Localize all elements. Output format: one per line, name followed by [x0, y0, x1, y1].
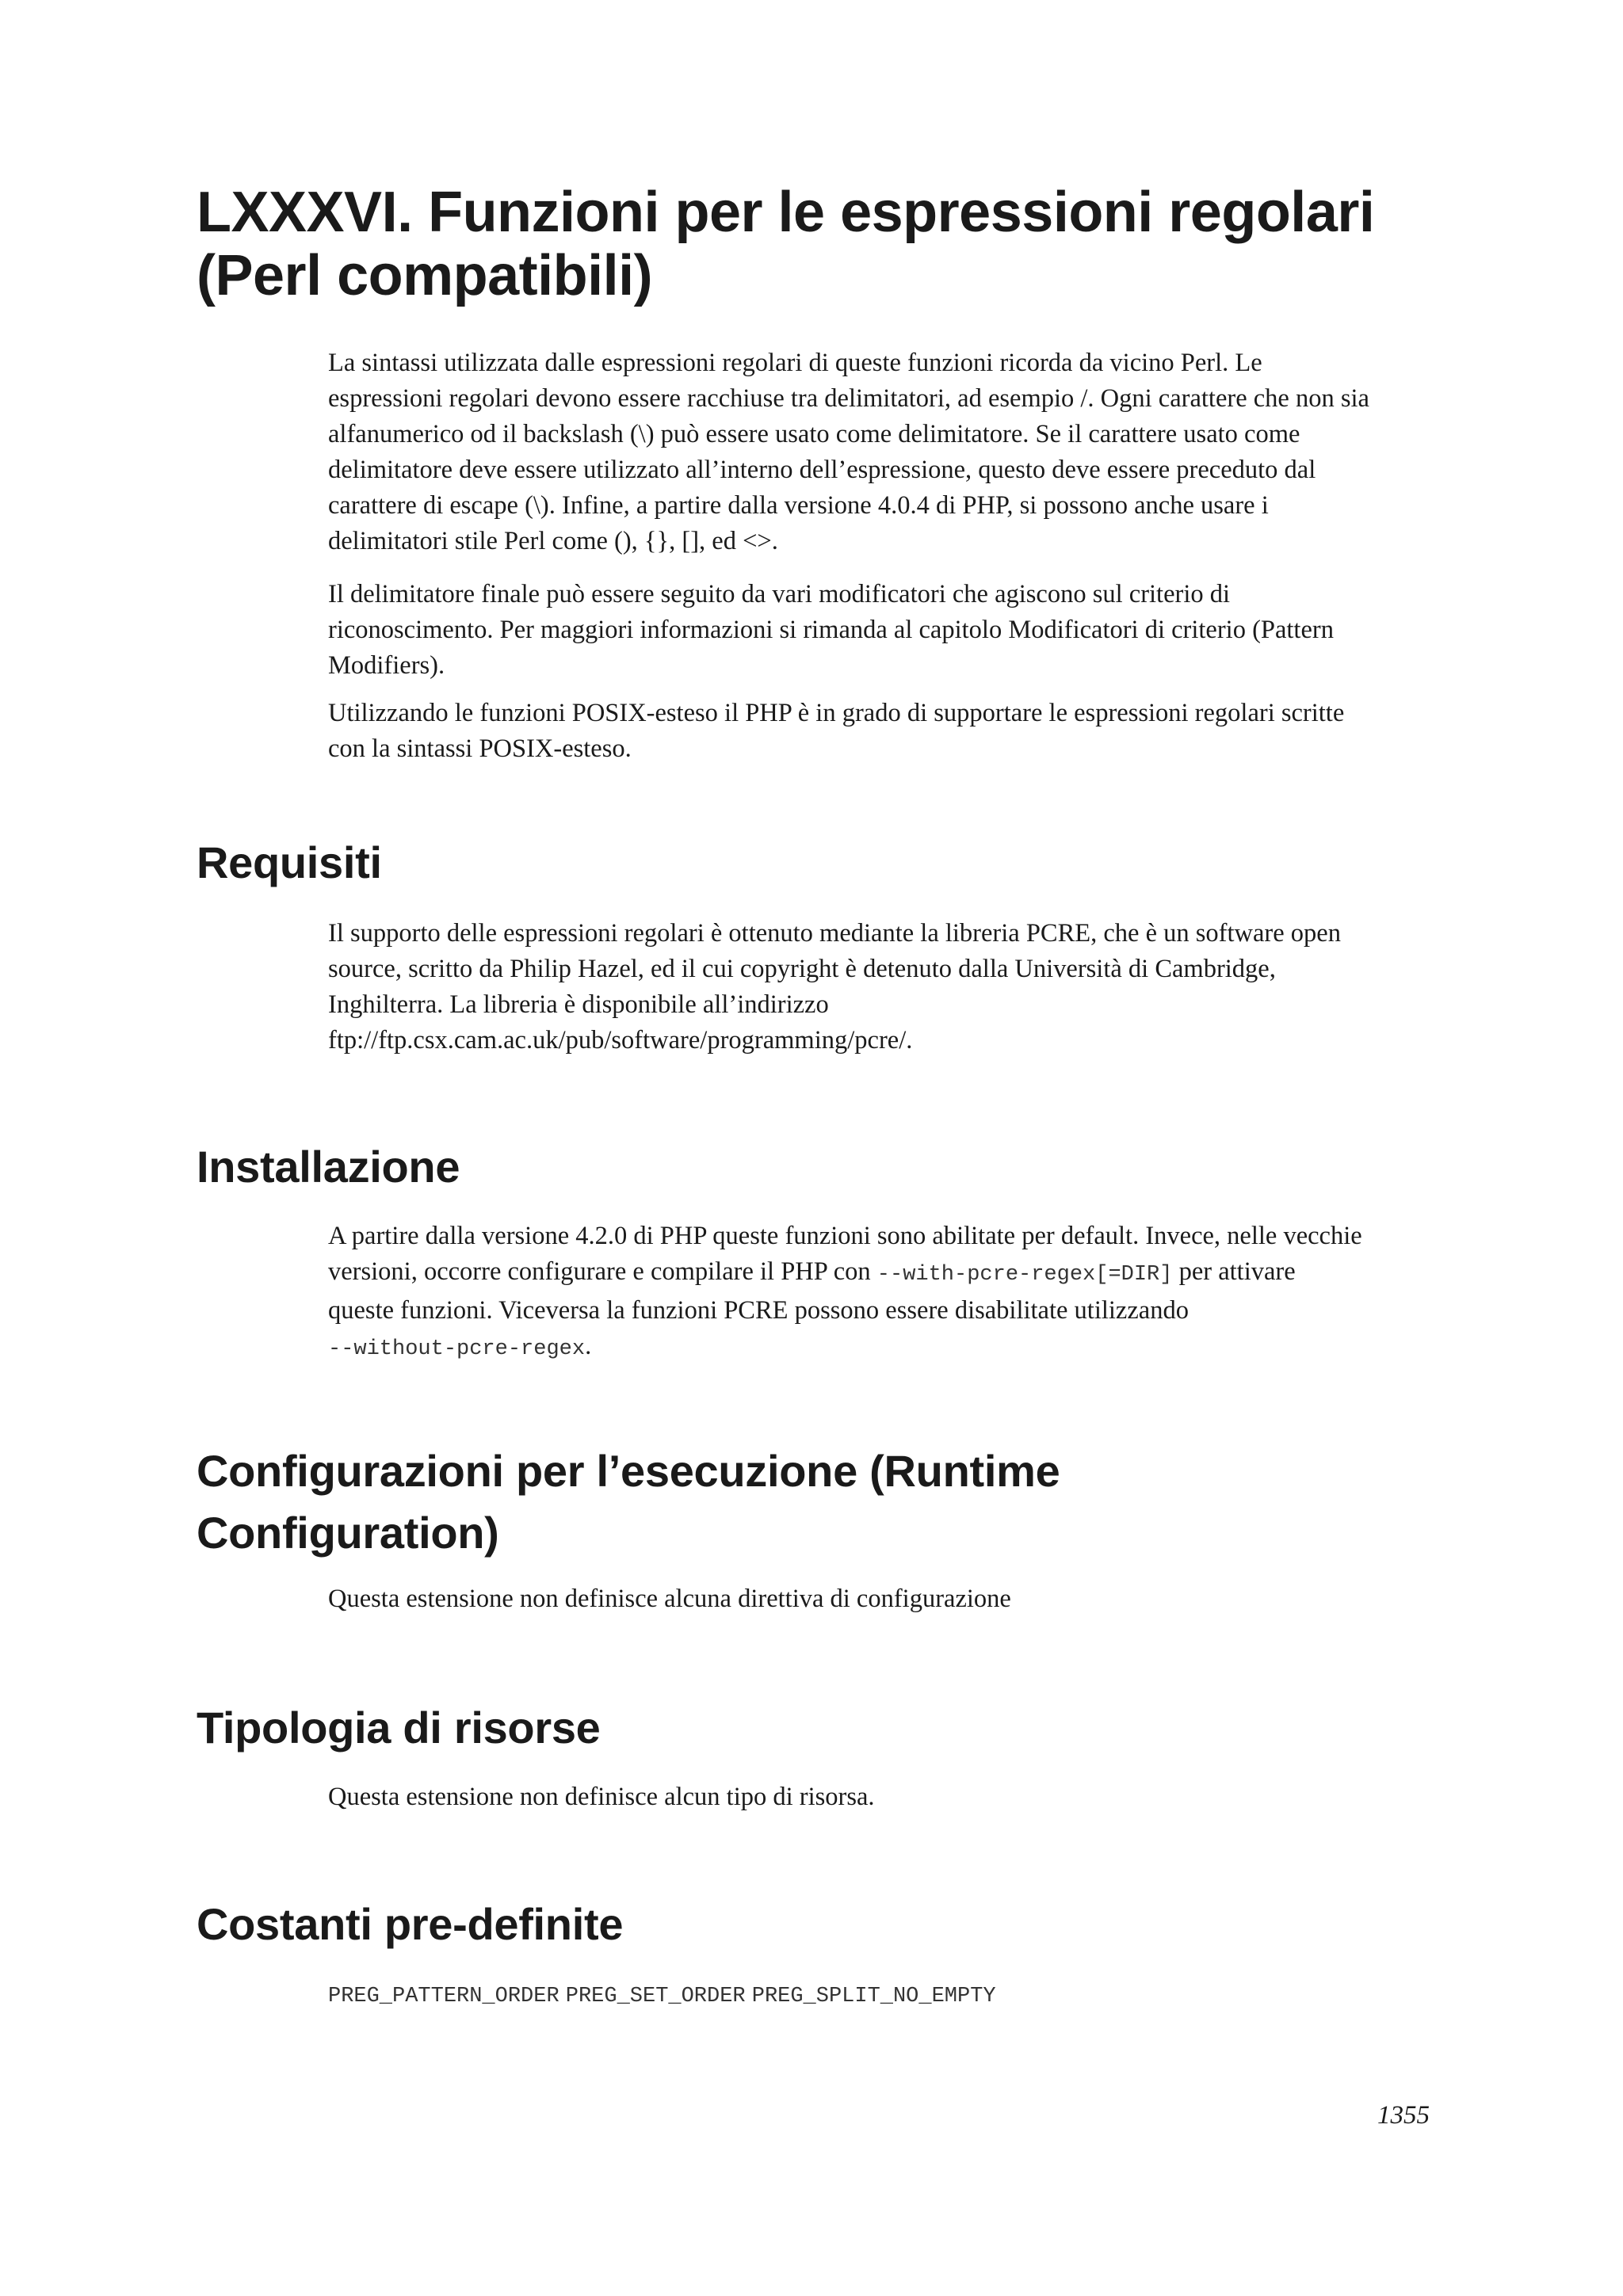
requisiti-paragraph: Il supporto delle espressioni regolari è ottenuto mediante la libreria PCRE, che è un software open source, scritto da Philip Hazel, ed il cui copyright è detenuto dalla Università di Cambridge, Inghilterra. La libreria è disponibile all’indirizzo ftp://ftp.csx.cam.ac.uk/pub/software/programming/pcre/. [328, 919, 1341, 1055]
heading-runtime-configuration: Configurazioni per l’esecuzione (Runtime Configuration) [197, 1446, 1060, 1558]
installazione-paragraph: A partire dalla versione 4.2.0 di PHP queste funzioni sono abilitate per default. Invece, nelle vecchie versioni, occorre configurare e compilare il PHP con --with-pcre-regex[=DIR] per attivare queste funzioni. Viceversa la funzioni PCRE possono essere disabilitate utilizzando --without-pcre-regex. [328, 1222, 1362, 1361]
heading-requisiti: Requisiti [197, 837, 382, 887]
risorse-paragraph: Questa estensione non definisce alcun tipo di risorsa. [328, 1783, 875, 1811]
runtime-paragraph: Questa estensione non definisce alcuna direttiva di configurazione [328, 1585, 1011, 1613]
intro-paragraph-1: La sintassi utilizzata dalle espressioni regolari di queste funzioni ricorda da vicino Perl. Le espressioni regolari devono essere racchiuse tra delimitatori, ad esempio /. Ogni carattere che non sia alfanumerico od il backslash (\) può essere usato come delimitatore. Se il carattere usato come delimitatore deve essere utilizzato all’interno dell’espressione, questo deve essere preceduto dal carattere di escape (\). Infine, a partire dalla versione 4.0.4 di PHP, si possono anche usare i delimitatori stile Perl come (), {}, [], ed <>. [328, 349, 1369, 555]
page-number: 1355 [1377, 2101, 1430, 2130]
constant-preg-set-order: PREG_SET_ORDER [565, 1985, 746, 2008]
chapter-title-line-2: (Perl compatibili) [197, 244, 653, 307]
heading-tipologia-risorse: Tipologia di risorse [197, 1703, 601, 1753]
costanti-list [328, 1976, 1453, 2015]
code-with-pcre-regex: --with-pcre-regex[=DIR] [876, 1263, 1173, 1287]
heading-installazione: Installazione [197, 1142, 460, 1192]
code-without-pcre-regex: --without-pcre-regex [328, 1337, 586, 1361]
intro-paragraph-3: Utilizzando le funzioni POSIX-esteso il PHP è in grado di supportare le espressioni regolari scritte con la sintassi POSIX-esteso. [328, 699, 1345, 763]
constant-preg-pattern-order: PREG_PATTERN_ORDER [328, 1985, 559, 2008]
heading-costanti: Costanti pre-definite [197, 1899, 624, 1949]
chapter-title [197, 181, 1465, 307]
chapter-title-line-1: LXXXVI. Funzioni per le espressioni regolari [197, 181, 1375, 244]
constant-preg-split-no-empty: PREG_SPLIT_NO_EMPTY [751, 1985, 996, 2008]
intro-paragraph-2: Il delimitatore finale può essere seguito da vari modificatori che agiscono sul criterio di riconoscimento. Per maggiori informazioni si rimanda al capitolo Modificatori di criterio (Pattern Modifiers). [328, 580, 1334, 680]
